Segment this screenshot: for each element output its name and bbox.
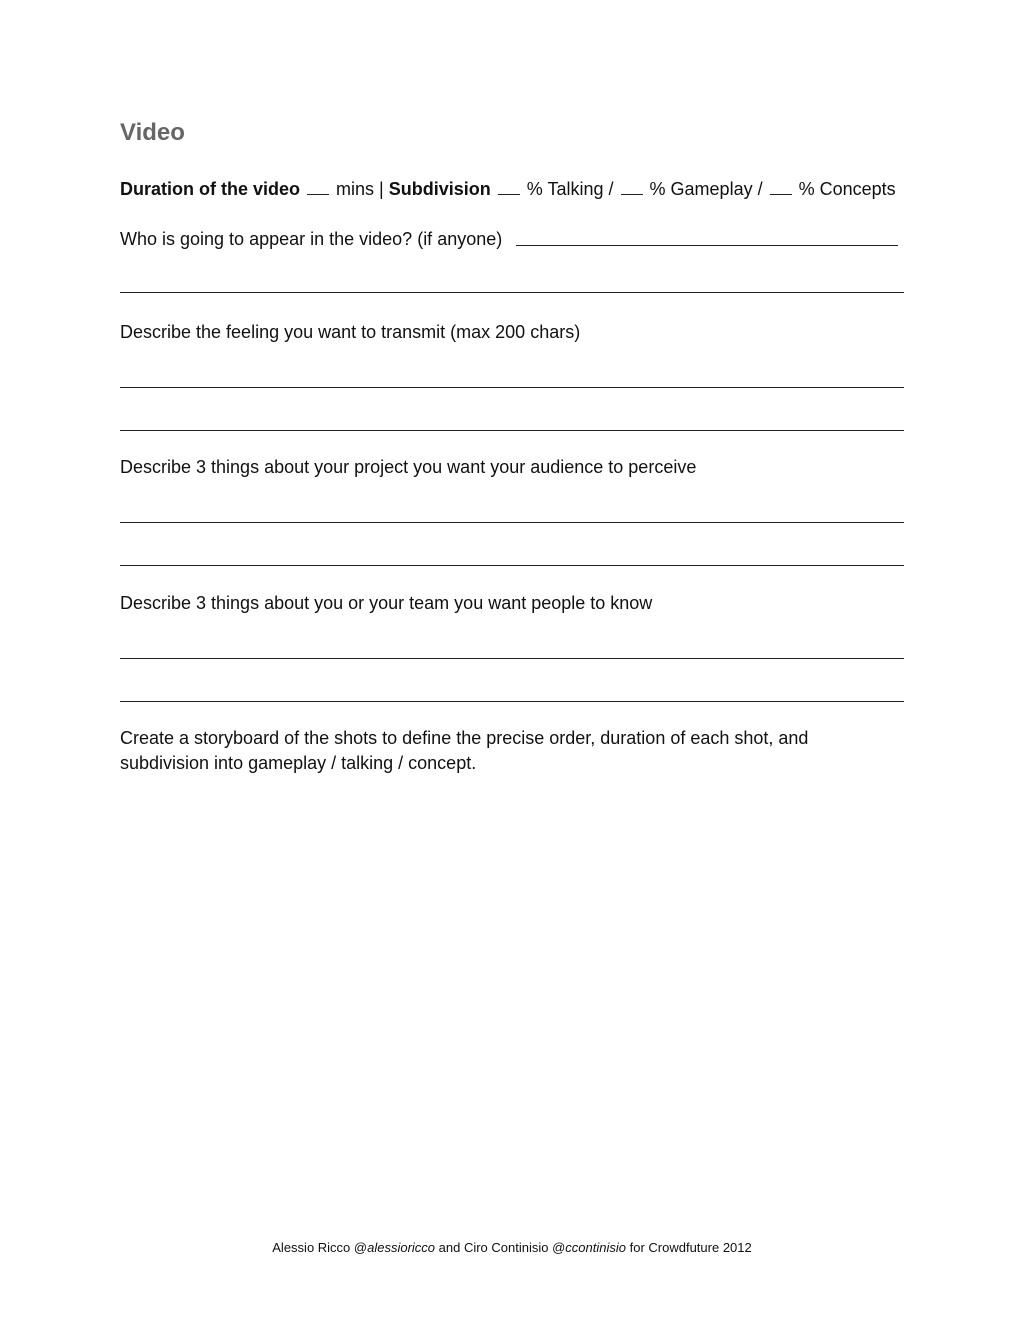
feeling-answer-line-1[interactable]: [120, 387, 904, 388]
talking-text: % Talking /: [526, 179, 614, 199]
project-things-question: Describe 3 things about your project you want your audience to perceive: [120, 457, 697, 477]
storyboard-instruction: Create a storyboard of the shots to define the precise order, duration of each shot, and subdivision into gameplay / talking / concept.: [120, 728, 809, 773]
footer-author1: Alessio Ricco @: [272, 1240, 368, 1255]
duration-row: [120, 178, 896, 200]
project-things-answer-line-1[interactable]: [120, 522, 904, 523]
concepts-text: % Concepts: [798, 179, 896, 199]
duration-mins-blank[interactable]: [307, 178, 329, 195]
concepts-percent-blank[interactable]: [770, 178, 792, 195]
talking-percent-blank[interactable]: [498, 178, 520, 195]
mins-text: mins |: [336, 179, 384, 199]
footer-handle1: alessioricco: [367, 1240, 436, 1255]
team-things-answer-line-1[interactable]: [120, 658, 904, 659]
team-things-answer-line-2[interactable]: [120, 701, 904, 702]
who-appears-answer-line-2[interactable]: [120, 292, 904, 293]
footer-handle2: ccontinisio: [565, 1240, 626, 1255]
project-things-answer-line-2[interactable]: [120, 565, 904, 566]
subdivision-label: Subdivision: [388, 179, 491, 199]
who-appears-question: Who is going to appear in the video? (if anyone): [120, 229, 503, 249]
feeling-question: Describe the feeling you want to transmit (max 200 chars): [120, 322, 581, 342]
who-appears-answer-line[interactable]: [516, 245, 898, 246]
gameplay-percent-blank[interactable]: [621, 178, 643, 195]
footer-credits: [0, 1240, 1024, 1255]
team-things-question: Describe 3 things about you or your team you want people to know: [120, 593, 653, 613]
duration-label: Duration of the video: [120, 179, 300, 199]
gameplay-text: % Gameplay /: [649, 179, 763, 199]
page-title: Video: [120, 119, 185, 146]
footer-suffix: for Crowdfuture 2012: [626, 1240, 752, 1255]
feeling-answer-line-2[interactable]: [120, 430, 904, 431]
footer-connector: and Ciro Continisio @: [435, 1240, 566, 1255]
